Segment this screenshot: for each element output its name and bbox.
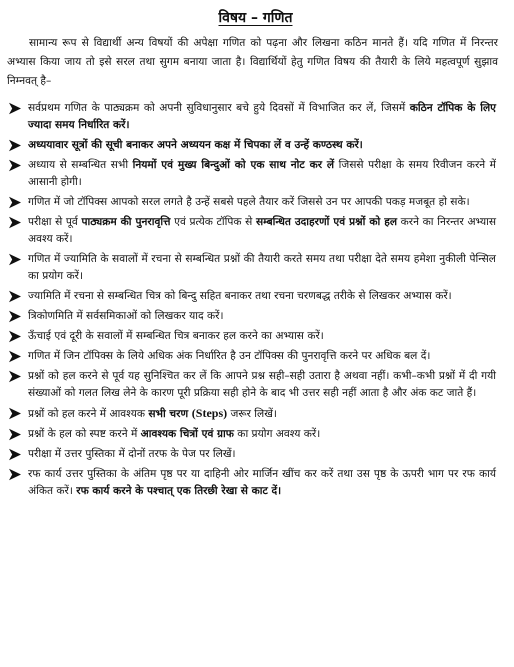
tip-item — [7, 348, 504, 365]
tip-text: ऊँचाई एवं दूरी के सवालों में सम्बन्धित चित्र बनाकर हल करने का अभ्यास करें। — [28, 330, 324, 342]
tip-text: प्रश्नों को हल करने से पूर्व यह सुनिश्चित कर लें कि आपने प्रश्न सही–सही उतारा है अथवा नहीं। कभी–कभी प्रश्नों में दी गयी संख्याओं को गलत लिख लेने के कारण पूरी प्रक्रिया सही होने के बाद भी उत्तर सही नहीं आता है और अंक कट जाते हैं। — [28, 370, 496, 399]
intro-paragraph: सामान्य रूप से विद्यार्थी अन्य विषयों की अपेक्षा गणित को पढ़ना और लिखना कठिन मानते हैं। यदि गणित में निरन्तर अभ्यास किया जाय तो इसे सरल तथा सुगम बनाया जाता है। विद्यार्थियों हेतु गणित विषय की तैयारी के लिये महत्वपूर्ण सुझाव निम्नवत् है– — [7, 37, 498, 87]
tip-text: गणित में ज्यामिति के सवालों में रचना से सम्बन्धित प्रश्नों की तैयारी करते समय तथा परीक्षा देते समय हमेशा नुकीली पेन्सिल का प्रयोग करें। — [28, 253, 496, 282]
tip-emphasis: कठिन टॉपिक के लिए ज्यादा समय निर्धारित करें। — [28, 102, 496, 131]
arrow-bullet-icon — [8, 159, 22, 172]
tip-text: प्रश्नों को हल करने में आवश्यक — [28, 408, 149, 420]
tip-emphasis: सम्बन्धित उदाहरणों एवं प्रश्नों को हल — [256, 216, 398, 228]
arrow-bullet-icon — [8, 350, 22, 363]
tip-emphasis: सभी चरण — [148, 408, 192, 420]
tip-text: रफ कार्य उत्तर पुस्तिका के अंतिम पृष्ठ पर या दाहिनी ओर मार्जिन खींच कर करें तथा उस पृष्ठ के ऊपरी भाग पर रफ कार्य अंकित करें। — [28, 468, 496, 497]
tip-emphasis: पाठ्यक्रम की पुनरावृत्ति — [81, 216, 171, 228]
arrow-bullet-icon — [8, 330, 22, 343]
arrow-bullet-icon — [8, 216, 22, 229]
arrow-bullet-icon — [8, 448, 22, 461]
tip-emphasis: (Steps) — [191, 406, 228, 420]
arrow-bullet-icon — [8, 310, 22, 323]
tip-text: जरूर लिखें। — [227, 408, 277, 420]
tip-text: गणित में जो टॉपिक्स आपको सरल लगते है उन्हें सबसे पहले तैयार करें जिससे उन पर आपकी पकड़ मजबूत हो सके। — [28, 196, 470, 208]
tip-text: एवं प्रत्येक टॉपिक से — [170, 216, 256, 228]
tip-item — [7, 157, 504, 191]
tip-item — [7, 405, 504, 423]
tip-text: परीक्षा से पूर्व — [28, 216, 82, 228]
tip-emphasis: अध्ययावार सूत्रों की सूची बनाकर अपने अध्ययन कक्ष में चिपका लें व उन्हें कण्ठस्थ करें। — [28, 139, 363, 151]
arrow-bullet-icon — [8, 468, 22, 481]
tip-text: प्रश्नों के हल को स्पष्ट करने में — [28, 428, 141, 440]
tip-item — [7, 368, 504, 402]
tip-emphasis: आवश्यक चित्रों एवं ग्राफ — [140, 428, 234, 440]
arrow-bullet-icon — [8, 428, 22, 441]
tip-text: का प्रयोग अवश्य करें। — [233, 428, 321, 440]
page-title — [7, 8, 504, 30]
arrow-bullet-icon — [8, 290, 22, 303]
tip-text: जिससे परीक्षा के समय रिवीजन करने में आसानी होगी। — [28, 159, 497, 188]
tips-list — [7, 100, 504, 500]
tip-item — [7, 426, 504, 443]
arrow-bullet-icon — [8, 253, 22, 266]
tip-item — [7, 137, 504, 154]
tip-text: गणित में जिन टॉपिक्स के लिये अधिक अंक निर्धारित है उन टॉपिक्स की पुनरावृत्ति करने पर अधिक बल दें। — [28, 350, 431, 362]
tip-text: ज्यामिति में रचना से सम्बन्धित चित्र को बिन्दु सहित बनाकर तथा रचना चरणबद्ध तरीके से लिखकर अभ्यास करें। — [28, 290, 452, 302]
tip-item — [7, 446, 504, 463]
tip-emphasis: नियमों एवं मुख्य बिन्दुओं को एक साथ नोट कर लें — [132, 159, 335, 171]
tip-item — [7, 194, 504, 211]
tip-text: करने का निरन्तर अभ्यास अवश्य करें। — [28, 216, 497, 245]
tip-item — [7, 214, 504, 248]
arrow-bullet-icon — [8, 102, 22, 115]
tip-text: अध्याय से सम्बन्धित सभी — [28, 159, 133, 171]
tip-item — [7, 251, 504, 285]
tip-item — [7, 308, 504, 325]
page-title-text: विषय – गणित — [218, 10, 293, 26]
arrow-bullet-icon — [8, 407, 22, 420]
tip-item — [7, 328, 504, 345]
tip-text: परीक्षा में उत्तर पुस्तिका में दोनों तरफ के पेज पर लिखें। — [28, 448, 236, 460]
tip-text: त्रिकोणमिति में सर्वसमिकाओं को लिखकर याद करें। — [28, 310, 224, 322]
tip-text: सर्वप्रथम गणित के पाठ्यक्रम को अपनी सुविधानुसार बचे हुये दिवसों में विभाजित कर लें, जिसमें — [28, 102, 410, 114]
arrow-bullet-icon — [8, 139, 22, 152]
tip-item — [7, 466, 504, 500]
tip-item — [7, 288, 504, 305]
arrow-bullet-icon — [8, 196, 22, 209]
tip-item — [7, 100, 504, 134]
arrow-bullet-icon — [8, 370, 22, 383]
tip-emphasis: रफ कार्य करने के पश्चात् एक तिरछी रेखा से काट दें। — [76, 485, 282, 497]
